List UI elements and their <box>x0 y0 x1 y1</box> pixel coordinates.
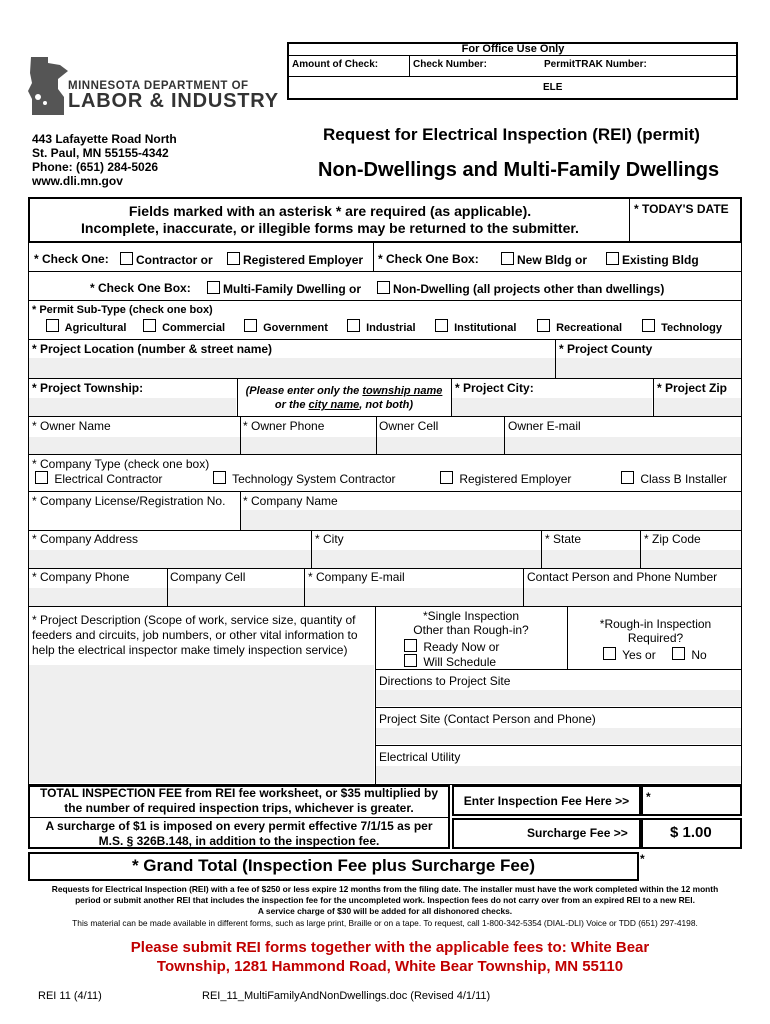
industrial-label: Industrial <box>366 322 416 334</box>
check-one-box2-label: * Check One Box: <box>90 281 191 295</box>
ready-now-checkbox[interactable] <box>404 639 417 652</box>
directions-label: Directions to Project Site <box>379 674 511 688</box>
alt-format-note: This material can be made available in different forms, such as large print, Braille or on a tape. To request, call 1-800-342-5354 (DIAL-DLI) Voice or TDD (651) 297-4198. <box>72 918 698 928</box>
form-title: Request for Electrical Inspection (REI) (permit) <box>323 125 700 144</box>
notice-line1: Fields marked with an asterisk * are required (as applicable). <box>128 203 532 219</box>
project-description-field[interactable] <box>29 665 374 783</box>
institutional-label: Institutional <box>454 322 517 334</box>
project-township-field[interactable] <box>29 398 236 416</box>
surcharge-text: A surcharge of $1 is imposed on every permit effective 7/1/15 as per M.S. § 326B.148, in addition to the inspection fee. <box>45 819 433 848</box>
rough-no-option[interactable] <box>672 647 707 662</box>
owner-cell-label: Owner Cell <box>379 419 439 433</box>
new-bldg-label: New Bldg or <box>517 253 588 267</box>
new-bldg-checkbox[interactable] <box>501 252 514 265</box>
office-use-title: For Office Use Only <box>461 43 565 55</box>
recreational-label: Recreational <box>556 322 623 334</box>
enter-fee-asterisk: * <box>646 790 651 804</box>
multi-family-option[interactable] <box>207 281 361 296</box>
surcharge-value: $ 1.00 <box>670 824 712 841</box>
logo-line2: LABOR & INDUSTRY <box>68 90 279 112</box>
ele-label: ELE <box>543 82 563 93</box>
electrical-utility-label: Electrical Utility <box>379 750 461 764</box>
technology-system-contractor-label: Technology System Contractor <box>232 472 396 486</box>
owner-name-label: * Owner Name <box>32 419 111 433</box>
registered-employer-label: Registered Employer <box>243 253 364 267</box>
address-street: 443 Lafayette Road North <box>32 132 177 146</box>
technology-label: Technology <box>661 322 722 334</box>
electrical-utility-field[interactable] <box>376 766 741 783</box>
company-cell-label: Company Cell <box>170 570 246 584</box>
ct-electrical-contractor[interactable] <box>35 471 162 486</box>
rough-no-checkbox[interactable] <box>672 647 685 660</box>
form-id: REI 11 (4/11) <box>38 990 102 1002</box>
commercial-label: Commercial <box>162 322 226 334</box>
owner-email-label: Owner E-mail <box>508 419 581 433</box>
project-zip-label: * Project Zip <box>657 381 728 395</box>
agricultural-label: Agricultural <box>64 322 127 334</box>
non-dwelling-label: Non-Dwelling (all projects other than dwellings) <box>393 282 665 296</box>
ct-technology-system-contractor[interactable] <box>213 471 396 486</box>
multi-family-label: Multi-Family Dwelling or <box>223 282 362 296</box>
project-township-label: * Project Township: <box>32 381 144 395</box>
will-schedule-label: Will Schedule <box>423 655 497 669</box>
site-contact-field[interactable] <box>376 728 741 744</box>
project-location-field[interactable] <box>29 358 741 378</box>
address-phone: Phone: (651) 284-5026 <box>32 160 159 174</box>
class-b-installer-label: Class B Installer <box>640 472 728 486</box>
project-zip-field[interactable] <box>654 398 741 416</box>
ct-class-b-installer[interactable] <box>621 471 727 486</box>
existing-bldg-label: Existing Bldg <box>622 253 699 267</box>
address-city: St. Paul, MN 55155-4342 <box>32 146 169 160</box>
company-name-field[interactable] <box>241 510 741 530</box>
contractor-label: Contractor or <box>136 253 213 267</box>
subtype-industrial[interactable] <box>347 319 416 334</box>
ct-registered-employer-label: Registered Employer <box>459 472 572 486</box>
company-phone-field-row[interactable] <box>29 588 741 606</box>
subtype-label: * Permit Sub-Type (check one box) <box>32 304 213 316</box>
todays-date-label: * TODAY'S DATE <box>634 202 729 216</box>
single-inspection-q: *Single Inspection Other than Rough-in? <box>413 609 529 637</box>
electrical-contractor-label: Electrical Contractor <box>54 472 163 486</box>
subtype-recreational[interactable] <box>537 319 622 334</box>
contractor-option[interactable] <box>120 252 213 267</box>
government-checkbox[interactable] <box>244 319 257 332</box>
logo-line1: MINNESOTA DEPARTMENT OF <box>68 80 249 92</box>
ready-now-label: Ready Now or <box>423 640 500 654</box>
existing-bldg-option[interactable] <box>606 252 699 267</box>
total-fee-text: TOTAL INSPECTION FEE from REI fee worksheet, or $35 multiplied by the number of required inspection trips, whichever is greater. <box>39 786 439 815</box>
grand-total-asterisk: * <box>640 852 645 866</box>
owner-phone-label: * Owner Phone <box>243 419 325 433</box>
non-dwelling-checkbox[interactable] <box>377 281 390 294</box>
rough-yes-option[interactable] <box>603 647 656 662</box>
industrial-checkbox[interactable] <box>347 319 360 332</box>
rough-no-label: No <box>691 648 707 662</box>
ct-registered-employer-checkbox[interactable] <box>440 471 453 484</box>
subtype-agricultural[interactable] <box>46 319 126 334</box>
subtype-institutional[interactable] <box>435 319 516 334</box>
company-email-label: * Company E-mail <box>308 570 405 584</box>
multi-family-checkbox[interactable] <box>207 281 220 294</box>
subtype-commercial[interactable] <box>143 319 225 334</box>
will-schedule-option[interactable] <box>404 654 496 669</box>
project-description-label: * Project Description (Scope of work, service size, quantity of feeders and circuits, job numbers, or other vital information to help the electrical inspector make timely inspection service) <box>32 613 358 657</box>
existing-bldg-checkbox[interactable] <box>606 252 619 265</box>
company-address-field-row[interactable] <box>29 550 741 568</box>
company-state-label: * State <box>545 532 582 546</box>
technology-system-contractor-checkbox[interactable] <box>213 471 226 484</box>
submit-instructions: Please submit REI forms together with the applicable fees to: White Bear Township, 1281 Hammond Road, White Bear Township, MN 55110 <box>130 939 650 975</box>
check-one-label: * Check One: <box>34 252 109 266</box>
subtype-government[interactable] <box>244 319 328 334</box>
registered-employer-option[interactable] <box>227 252 363 267</box>
project-city-label: * Project City: <box>455 381 534 395</box>
company-phone-label: * Company Phone <box>32 570 130 584</box>
check-one-box-label: * Check One Box: <box>378 252 479 266</box>
agricultural-checkbox[interactable] <box>46 319 59 332</box>
permittrak-number-label: PermitTRAK Number: <box>544 59 647 70</box>
company-license-label: * Company License/Registration No. <box>32 494 226 508</box>
project-county-label: * Project County <box>559 342 653 356</box>
ct-registered-employer[interactable] <box>440 471 571 486</box>
rough-yes-label: Yes or <box>622 648 656 662</box>
directions-field[interactable] <box>376 690 741 706</box>
notice-line2: Incomplete, inaccurate, or illegible forms may be returned to the submitter. <box>81 220 579 236</box>
inspection-fee-input[interactable] <box>641 785 742 816</box>
expiry-note: Requests for Electrical Inspection (REI) with a fee of $250 or less expire 12 months from the filing date. The installer must have the work completed within the 12 month period or submit another REI that includes the inspection fee for the uncompleted work. Inspection fees do not carry over from an expired REI to a new REI. A service charge of $30 will be added for all dishonored checks. <box>51 884 719 916</box>
check-number-label: Check Number: <box>413 59 487 70</box>
contractor-checkbox[interactable] <box>120 252 133 265</box>
electrical-contractor-checkbox[interactable] <box>35 471 48 484</box>
mn-state-logo-icon <box>28 55 70 117</box>
recreational-checkbox[interactable] <box>537 319 550 332</box>
rough-yes-checkbox[interactable] <box>603 647 616 660</box>
grand-total-label: * Grand Total (Inspection Fee plus Surcharge Fee) <box>131 856 536 875</box>
company-address-label: * Company Address <box>32 532 139 546</box>
form-subtitle: Non-Dwellings and Multi-Family Dwellings <box>318 159 720 181</box>
company-zip-label: * Zip Code <box>644 532 701 546</box>
technology-checkbox[interactable] <box>642 319 655 332</box>
institutional-checkbox[interactable] <box>435 319 448 332</box>
non-dwelling-option[interactable] <box>377 281 664 296</box>
subtype-technology[interactable] <box>642 319 722 334</box>
surcharge-label: Surcharge Fee >> <box>527 826 628 840</box>
registered-employer-checkbox[interactable] <box>227 252 240 265</box>
company-name-label: * Company Name <box>243 494 338 508</box>
new-bldg-option[interactable] <box>501 252 587 267</box>
form-filename: REI_11_MultiFamilyAndNonDwellings.doc (Revised 4/1/11) <box>202 990 491 1002</box>
ready-now-option[interactable] <box>404 639 499 654</box>
class-b-installer-checkbox[interactable] <box>621 471 634 484</box>
commercial-checkbox[interactable] <box>143 319 156 332</box>
will-schedule-checkbox[interactable] <box>404 654 417 667</box>
owner-field-row[interactable] <box>29 437 741 454</box>
address-web: www.dli.mn.gov <box>32 174 123 188</box>
township-note: (Please enter only the township name or the city name, not both) <box>245 385 443 411</box>
government-label: Government <box>263 322 328 334</box>
amount-of-check-label: Amount of Check: <box>292 59 379 70</box>
company-city-label: * City <box>315 532 344 546</box>
enter-fee-label: Enter Inspection Fee Here >> <box>463 794 630 808</box>
company-type-label: * Company Type (check one box) <box>32 457 210 471</box>
site-contact-label: Project Site (Contact Person and Phone) <box>379 712 596 726</box>
contact-person-label: Contact Person and Phone Number <box>527 570 718 584</box>
rough-in-q: *Rough-in Inspection Required? <box>599 617 712 645</box>
project-location-label: * Project Location (number & street name) <box>32 342 273 356</box>
project-city-field[interactable] <box>452 398 652 416</box>
